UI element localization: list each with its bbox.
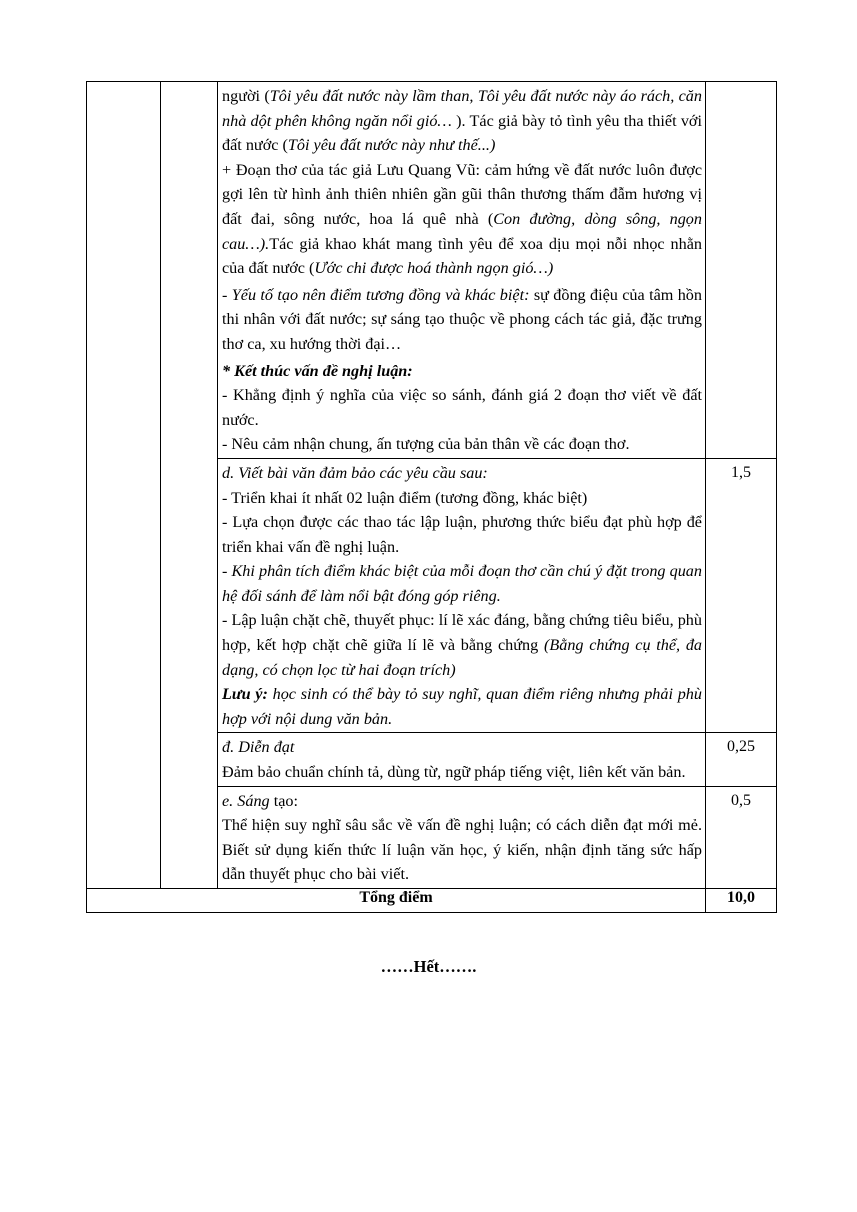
- paragraph: + Đoạn thơ của tác giả Lưu Quang Vũ: cảm hứng về đất nước luôn được gợi lên từ hình ảnh thiên nhiên gần gũi thân thương thấm đẫm hương vị đất đai, sông nước, hoa lá quê nhà (Con đường, dòng sông, ngọn cau…).Tác giả khao khát mang tình yêu để xoa dịu mọi nỗi nhọc nhằn của đất nước (Ước chi được hoá thành ngọn gió…): [222, 160, 702, 278]
- list-item: - Khi phân tích điểm khác biệt của mỗi đoạn thơ cần chú ý đặt trong quan hệ đối sánh để làm nổi bật đóng góp riêng.: [222, 562, 702, 605]
- note: Lưu ý: học sinh có thể bày tỏ suy nghĩ, quan điểm riêng nhưng phải phù hợp với nội dung văn bản.: [222, 685, 702, 728]
- section-body: Thể hiện suy nghĩ sâu sắc về vấn đề nghị luận; có cách diễn đạt mới mẻ. Biết sử dụng kiến thức lí luận văn học, ý kiến, nhận định tăng sức hấp dẫn thuyết phục cho bài viết.: [222, 816, 702, 884]
- score-cell: 1,5: [706, 458, 777, 733]
- content-cell-writing: [218, 458, 706, 733]
- content-cell-expression: [218, 733, 706, 786]
- content-cell-conclusion: [218, 82, 706, 459]
- table-row: [87, 82, 777, 459]
- section-heading: đ. Diễn đạt: [222, 738, 295, 757]
- score-cell: 0,25: [706, 733, 777, 786]
- score-cell-empty: [706, 82, 777, 459]
- paragraph: người (Tôi yêu đất nước này lầm than, Tôi yêu đất nước này áo rách, căn nhà dột phên không ngăn nổi gió… ). Tác giả bày tỏ tình yêu tha thiết với đất nước (Tôi yêu đất nước này như thế...): [222, 87, 702, 155]
- section-heading: e. Sáng tạo:: [222, 791, 298, 810]
- empty-cell-question: [161, 82, 218, 889]
- list-item: - Khẳng định ý nghĩa của việc so sánh, đánh giá 2 đoạn thơ viết về đất nước.: [222, 386, 702, 429]
- total-row: [87, 889, 777, 913]
- section-body: Đảm bảo chuẩn chính tả, dùng từ, ngữ pháp tiếng việt, liên kết văn bản.: [222, 763, 686, 782]
- list-item: - Lập luận chặt chẽ, thuyết phục: lí lẽ xác đáng, bằng chứng tiêu biểu, phù hợp, kết hợp chặt chẽ giữa lí lẽ và bằng chứng (Bằng chứng cụ thể, đa dạng, có chọn lọc từ hai đoạn trích): [222, 611, 703, 679]
- total-score: 10,0: [706, 889, 777, 913]
- end-marker: ……Hết…….: [380, 957, 477, 976]
- empty-cell-part: [87, 82, 161, 889]
- list-item: - Triển khai ít nhất 02 luận điểm (tương đồng, khác biệt): [222, 488, 588, 507]
- list-item: - Nêu cảm nhận chung, ấn tượng của bản thân về các đoạn thơ.: [222, 435, 630, 454]
- scoring-table: [86, 81, 777, 913]
- section-heading: d. Viết bài văn đảm bảo các yêu cầu sau:: [222, 463, 488, 482]
- paragraph: - Yếu tố tạo nên điểm tương đồng và khác biệt: sự đồng điệu của tâm hồn thi nhân với đất nước; sự sáng tạo thuộc về phong cách tác giả, đặc trưng thơ ca, xu hướng thời đại…: [222, 285, 702, 353]
- conclusion-heading: * Kết thúc vấn đề nghị luận:: [222, 361, 413, 380]
- list-item: - Lựa chọn được các thao tác lập luận, phương thức biểu đạt phù hợp để triển khai vấn đề nghị luận.: [222, 513, 702, 556]
- content-cell-creativity: [218, 786, 706, 888]
- total-label: Tổng điểm: [87, 889, 706, 913]
- score-cell: 0,5: [706, 786, 777, 888]
